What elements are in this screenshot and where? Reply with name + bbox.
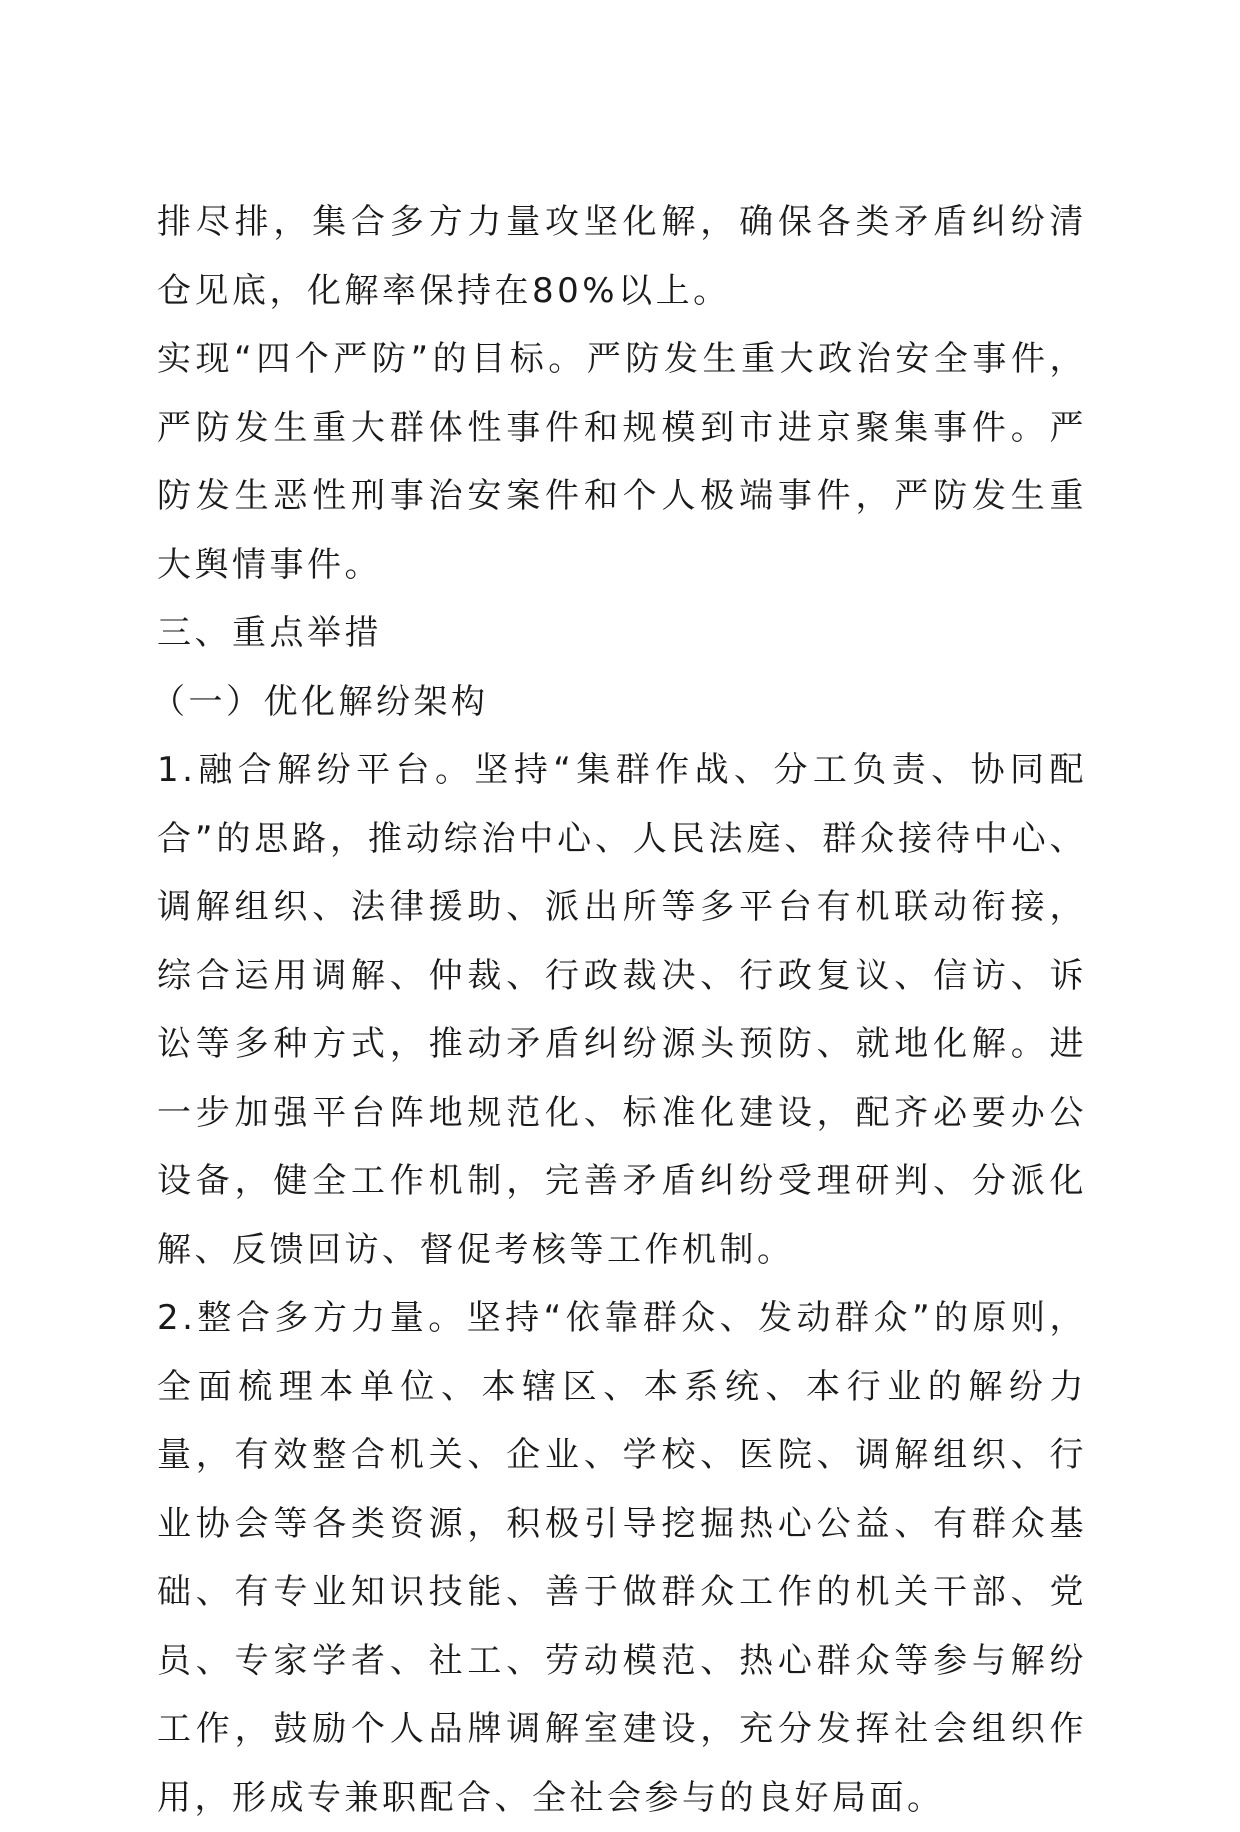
- section-heading-key-measures: 三、重点举措: [157, 613, 382, 653]
- paragraph-integrate-platforms: 1.融合解纷平台。坚持“集群作战、分工负责、协同配合”的思路，推动综治中心、人民法庭、群众接待中心、调解组织、法律援助、派出所等多平台有机联动衔接，综合运用调解、仲裁、行政裁决、行政复议、信访、诉讼等多种方式，推动矛盾纠纷源头预防、就地化解。进一步加强平台阵地规范化、标准化建设，配齐必要办公设备，健全工作机制，完善矛盾纠纷受理研判、分派化解、反馈回访、督促考核等工作机制。: [157, 750, 1087, 1270]
- paragraph-integrate-forces: 2.整合多方力量。坚持“依靠群众、发动群众”的原则，全面梳理本单位、本辖区、本系统、本行业的解纷力量，有效整合机关、企业、学校、医院、调解组织、行业协会等各类资源，积极引导挖掘热心公益、有群众基础、有专业知识技能、善于做群众工作的机关干部、党员、专家学者、社工、劳动模范、热心群众等参与解纷工作，鼓励个人品牌调解室建设，充分发挥社会组织作用，形成专兼职配合、全社会参与的良好局面。: [157, 1298, 1087, 1818]
- subsection-heading-optimize-structure: （一）优化解纷架构: [151, 681, 489, 722]
- document-page: [151, 188, 1087, 1832]
- paragraph-four-preventions: 实现“四个严防”的目标。严防发生重大政治安全事件，严防发生重大群体性事件和规模到市进京聚集事件。严防发生恶性刑事治安案件和个人极端事件，严防发生重大舆情事件。: [157, 339, 1087, 585]
- paragraph-resolution-rate: 排尽排，集合多方力量攻坚化解，确保各类矛盾纠纷清仓见底，化解率保持在80%以上。: [157, 202, 1087, 311]
